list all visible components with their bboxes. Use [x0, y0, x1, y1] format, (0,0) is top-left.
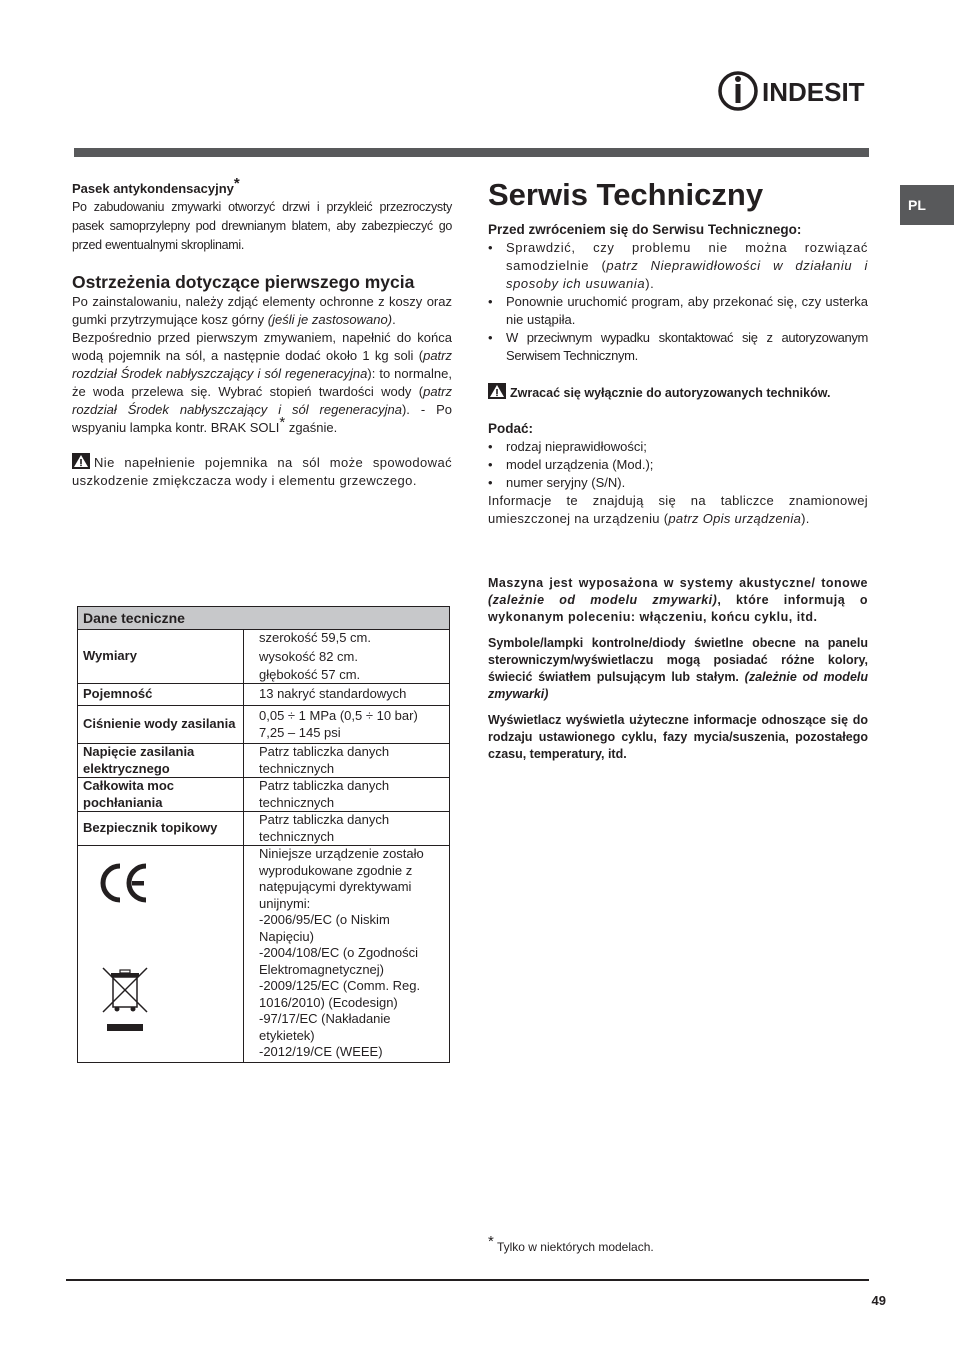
list-item: • rodzaj nieprawidłowości;: [488, 438, 868, 456]
list-item: • Ponownie uruchomić program, aby przekonać się, czy usterka nie ustąpiła.: [488, 293, 868, 329]
table-row-ce: Niniejsze urządzenie zostało wyprodukowane zgodnie z natępującymi dyrektywami unijnymi: -2006/95/EC (o Niskim Napięciu) -2004/108/EC (o Zgodności Elektromagnetycznej) -2009/125/EC (Comm. Reg. 1016/2010) (Ecodesign) -97/17/EC (Nakładanie etykietek) -2012/19/CE (WEEE): [78, 846, 449, 1063]
ce-mark-icon: [98, 862, 150, 904]
indesit-logo: [716, 68, 870, 114]
warning-icon: [488, 383, 506, 399]
service-steps-list: [488, 239, 868, 365]
table-row: Całkowita moc pochłaniania Patrz tabliczka danych technicznych: [78, 778, 449, 812]
table-row: Wymiary szerokość 59,5 cm. wysokość 82 cm. głębokość 57 cm.: [78, 630, 449, 684]
footer-line: [66, 1279, 869, 1281]
warning-icon: [72, 453, 90, 469]
list-item: • numer seryjny (S/N).: [488, 474, 868, 492]
warning-paragraph-1: Po zainstalowaniu, należy zdjąć elementy ochronne z koszy oraz gumki przytrzymujące kosz górny (jeśli je zastosowano).: [72, 294, 452, 327]
weee-bin-icon: [101, 964, 149, 1032]
right-column: [488, 177, 868, 763]
svg-text:INDESIT: INDESIT: [762, 77, 865, 107]
page-title: Serwis Techniczny: [488, 177, 764, 212]
footnote: * Tylko w niektórych modelach.: [488, 1233, 654, 1254]
acoustic-paragraph: Maszyna jest wyposażona w systemy akustyczne/ tonowe (zależnie od modelu zmywarki), które informują o wykonanym poleceniu: włączeniu, końcu cyklu, itd.: [488, 576, 868, 624]
table-row: Napięcie zasilania elektrycznego Patrz tabliczka danych technicznych: [78, 744, 449, 778]
left-column: [72, 175, 452, 490]
table-row: Bezpiecznik topikowy Patrz tabliczka danych technicznych: [78, 812, 449, 846]
provide-list: [488, 438, 868, 492]
before-service-title: Przed zwróceniem się do Serwisu Technicznego:: [488, 222, 802, 237]
table-row: Pojemność 13 nakryć standardowych: [78, 684, 449, 706]
warning-paragraph-2: Bezpośrednio przed pierwszym zmywaniem, napełnić do końca wodą pojemnik na sól, a następnie dodać około 1 kg soli (patrz rozdział Środek nabłyszczający i sól regeneracyjna): to normalne, że woda przelewa się. Wybrać stopień twardości wody (patrz rozdział Środek nabłyszczający i sól regeneracyjna). - Po wspyaniu lampka kontr. BRAK SOLI* zgaśnie.: [72, 330, 452, 435]
technical-data-table: [77, 606, 450, 1063]
header-bar: [74, 148, 869, 157]
authorized-technicians-note: Zwracać się wyłącznie do autoryzowanych techników.: [488, 383, 868, 402]
page-number: 49: [871, 1293, 886, 1308]
table-row: Ciśnienie wody zasilania 0,05 ÷ 1 MPa (0,5 ÷ 10 bar) 7,25 – 145 psi: [78, 706, 449, 744]
indicators-paragraph: Symbole/lampki kontrolne/diody świetlne obecne na panelu sterowniczym/wyświetlaczu mogą posiadać różne kolory, świecić światłem pulsującym lub stałym. (zależnie od modelu zmywarki): [488, 636, 869, 701]
table-header: Dane tecniczne: [78, 607, 449, 630]
info-paragraph: Informacje te znajdują się na tabliczce znamionowej umieszczonej na urządzeniu (patrz Opis urządzenia).: [488, 493, 868, 526]
antycondensation-text: Po zabudowaniu zmywarki otworzyć drzwi i przykleić przezroczysty pasek samoprzylepny pod drewnianym blatem, aby zabezpieczyć go przed ewentualnymi skroplinami.: [72, 200, 452, 252]
warnings-title: Ostrzeżenia dotyczące pierwszego mycia: [72, 272, 415, 292]
display-paragraph: Wyświetlacz wyświetla użyteczne informacje odnoszące się do rodzaju ustawionego cyklu, fazy mycia/suszenia, pozostałego czasu, temperatury, itd.: [488, 713, 868, 761]
list-item: • model urządzenia (Mod.);: [488, 456, 868, 474]
provide-title: Podać:: [488, 421, 534, 436]
list-item: • W przeciwnym wypadku skontaktować się z autoryzowanym Serwisem Technicznym.: [488, 329, 868, 365]
salt-warning: Nie napełnienie pojemnika na sól może spowodować uszkodzenie zmiękczacza wody i elementu grzewczego.: [72, 455, 452, 488]
list-item: • Sprawdzić, czy problemu nie można rozwiązać samodzielnie (patrz Nieprawidłowości w działaniu i sposoby ich usuwania).: [488, 239, 868, 293]
language-tab: PL: [900, 185, 954, 225]
antycondensation-title: Pasek antykondensacyjny*: [72, 175, 240, 196]
